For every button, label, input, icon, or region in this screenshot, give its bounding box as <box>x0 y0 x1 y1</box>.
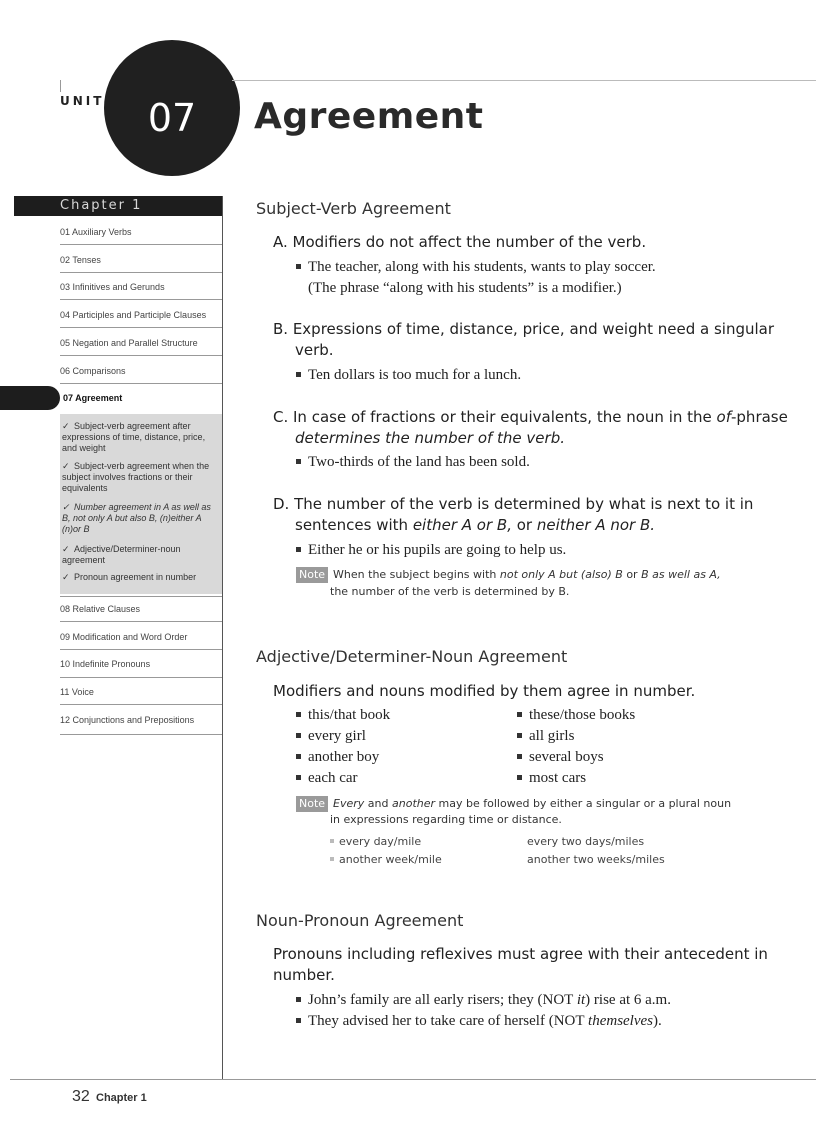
page-number: 32 <box>72 1088 90 1105</box>
text: sentences with <box>295 516 413 534</box>
note-badge: Note <box>296 796 328 812</box>
example-text: several boys <box>529 749 604 765</box>
check-icon: ✓ <box>62 502 70 512</box>
rule-a: A. Modifiers do not affect the number of the verb. <box>273 233 647 251</box>
text: ) rise at 6 a.m. <box>585 992 671 1008</box>
text: When the subject begins with <box>333 568 500 581</box>
note-example: every two days/miles <box>527 835 645 848</box>
check-icon: ✓ <box>62 544 70 554</box>
example <box>296 452 530 473</box>
subtopic-text: Subject-verb agreement after expressions of time, distance, price, and weight <box>62 421 206 453</box>
sidebar-item-infinitives[interactable]: 03 Infinitives and Gerunds <box>60 282 165 292</box>
rule-c-line1 <box>273 407 788 428</box>
sidebar-rule <box>60 299 222 300</box>
note-line2: the number of the verb is determined by B. <box>330 585 570 598</box>
example <box>296 705 390 726</box>
text: themselves <box>588 1013 654 1029</box>
text: neither A nor B. <box>536 516 656 534</box>
text: or <box>511 516 537 534</box>
bullet-icon <box>330 857 334 861</box>
rule-c-line2: determines the number of the verb. <box>295 429 565 447</box>
example <box>296 726 366 747</box>
example-text: another boy <box>308 749 380 765</box>
bullet-icon <box>517 712 522 717</box>
section2-lead: Modifiers and nouns modified by them agree in number. <box>273 682 696 700</box>
sidebar-rule <box>60 677 222 678</box>
bullet-icon <box>296 372 301 377</box>
bullet-icon <box>296 775 301 780</box>
example-text: every girl <box>308 728 366 744</box>
note-line1 <box>296 796 731 812</box>
bullet-icon <box>296 1018 301 1023</box>
bullet-icon <box>296 733 301 738</box>
rule-d-line2 <box>295 515 655 536</box>
sidebar-rule <box>60 327 222 328</box>
sidebar-item-indefinite-pronouns[interactable]: 10 Indefinite Pronouns <box>60 659 151 669</box>
example <box>296 540 566 561</box>
note-line1 <box>296 567 721 583</box>
sidebar-rule <box>60 734 222 735</box>
sidebar-rule <box>60 244 222 245</box>
subtopic-item[interactable] <box>62 544 220 566</box>
text: it <box>576 992 586 1008</box>
sidebar-rule <box>60 704 222 705</box>
text: B as well as A, <box>641 568 721 581</box>
bullet-icon <box>517 754 522 759</box>
footer-chapter: Chapter 1 <box>96 1092 147 1104</box>
sidebar-item-participles[interactable]: 04 Participles and Participle Clauses <box>60 310 207 320</box>
section-heading-noun-pronoun: Noun-Pronoun Agreement <box>256 911 464 930</box>
text: -phrase <box>731 408 788 426</box>
note-line2: in expressions regarding time or distance. <box>330 813 562 826</box>
bullet-icon <box>296 547 301 552</box>
sidebar-rule <box>60 649 222 650</box>
sidebar-item-tenses[interactable]: 02 Tenses <box>60 255 101 265</box>
bullet-icon <box>296 459 301 464</box>
sidebar-item-modification[interactable]: 09 Modification and Word Order <box>60 632 188 642</box>
subtopic-text: Subject-verb agreement when the subject involves fractions or their equivalents <box>62 461 210 493</box>
example <box>517 726 574 747</box>
section3-lead-line2: number. <box>273 966 335 984</box>
example <box>296 747 379 768</box>
header-rule <box>232 80 816 81</box>
bullet-icon <box>517 775 522 780</box>
example <box>517 705 635 726</box>
example-text: most cars <box>529 770 587 786</box>
example <box>517 747 604 768</box>
section-heading-subject-verb: Subject-Verb Agreement <box>256 199 451 218</box>
text: of <box>716 408 731 426</box>
example-text: this/that book <box>308 707 391 723</box>
unit-label: UNIT <box>60 94 105 108</box>
example <box>296 990 671 1011</box>
text: ). <box>653 1013 662 1029</box>
subtopic-text: Pronoun agreement in number <box>74 572 197 582</box>
note-example <box>330 853 442 866</box>
sidebar-item-voice[interactable]: 11 Voice <box>60 687 94 697</box>
sidebar-item-agreement[interactable]: 07 Agreement <box>63 393 123 403</box>
subtopic-item[interactable] <box>62 502 220 535</box>
footer-rule <box>10 1079 816 1080</box>
sidebar-rule <box>60 596 222 597</box>
example-text: all girls <box>529 728 575 744</box>
text: either A or B, <box>412 516 512 534</box>
note-example <box>330 835 421 848</box>
sidebar-rule <box>60 621 222 622</box>
note-badge: Note <box>296 567 328 583</box>
text: Every <box>333 797 365 810</box>
text: another week/mile <box>339 853 442 866</box>
sidebar-item-comparisons[interactable]: 06 Comparisons <box>60 366 126 376</box>
chapter-label: Chapter 1 <box>60 198 143 213</box>
bullet-icon <box>296 754 301 759</box>
section-heading-adjective-noun: Adjective/Determiner-Noun Agreement <box>256 647 568 666</box>
subtopic-text: Adjective/Determiner-noun agreement <box>62 544 181 565</box>
text: They advised her to take care of herself (NOT <box>308 1013 589 1029</box>
example <box>517 768 586 789</box>
page-title: Agreement <box>254 96 484 137</box>
rule-d-line1: D. The number of the verb is determined by what is next to it in <box>273 495 754 513</box>
text: and <box>364 797 393 810</box>
subtopic-item[interactable] <box>62 421 220 454</box>
text: or <box>622 568 642 581</box>
bullet-icon <box>517 733 522 738</box>
current-unit-tab <box>0 386 60 410</box>
text: another <box>392 797 436 810</box>
sidebar-rule <box>60 383 222 384</box>
text: not only A but (also) B <box>499 568 623 581</box>
text: C. In case of fractions or their equivalents, the noun in the <box>273 408 717 426</box>
note-example: another two weeks/miles <box>527 853 665 866</box>
subtopic-item[interactable] <box>62 572 220 583</box>
bullet-icon <box>296 264 301 269</box>
bullet-icon <box>296 712 301 717</box>
example <box>296 1011 662 1032</box>
sidebar-item-auxiliary-verbs[interactable]: 01 Auxiliary Verbs <box>60 227 132 237</box>
example-comment: (The phrase “along with his students” is a modifier.) <box>308 280 622 296</box>
section3-lead-line1: Pronouns including reflexives must agree with their antecedent in <box>273 945 768 963</box>
subtopic-item[interactable] <box>62 461 220 494</box>
example <box>296 365 521 386</box>
chapter-bar <box>14 196 222 216</box>
example <box>296 257 656 278</box>
header-tick <box>60 80 61 92</box>
text: every day/mile <box>339 835 422 848</box>
subtopic-text: Number agreement in A as well as B, not only A but also B, (n)either A (n)or B <box>62 502 211 534</box>
sidebar-item-relative-clauses[interactable]: 08 Relative Clauses <box>60 604 141 614</box>
example-text: each car <box>308 770 358 786</box>
text: may be followed by either a singular or a plural noun <box>435 797 732 810</box>
unit-number: 07 <box>147 96 197 140</box>
sidebar-divider <box>222 196 223 1080</box>
text: John’s family are all early risers; they (NOT <box>308 992 577 1008</box>
bullet-icon <box>330 839 334 843</box>
check-icon: ✓ <box>62 421 70 431</box>
sidebar-item-negation[interactable]: 05 Negation and Parallel Structure <box>60 338 198 348</box>
example <box>296 768 358 789</box>
rule-b-line2: verb. <box>295 341 334 359</box>
example-text: these/those books <box>529 707 636 723</box>
example-text: The teacher, along with his students, wants to play soccer. <box>308 259 656 275</box>
check-icon: ✓ <box>62 572 70 582</box>
sidebar-rule <box>60 272 222 273</box>
rule-b-line1: B. Expressions of time, distance, price, and weight need a singular <box>273 320 775 338</box>
sidebar-rule <box>60 355 222 356</box>
example-text: Either he or his pupils are going to help us. <box>308 542 567 558</box>
sidebar-item-conjunctions[interactable]: 12 Conjunctions and Prepositions <box>60 715 195 725</box>
check-icon: ✓ <box>62 461 70 471</box>
bullet-icon <box>296 997 301 1002</box>
example-text: Ten dollars is too much for a lunch. <box>308 367 522 383</box>
example-text: Two-thirds of the land has been sold. <box>308 454 530 470</box>
